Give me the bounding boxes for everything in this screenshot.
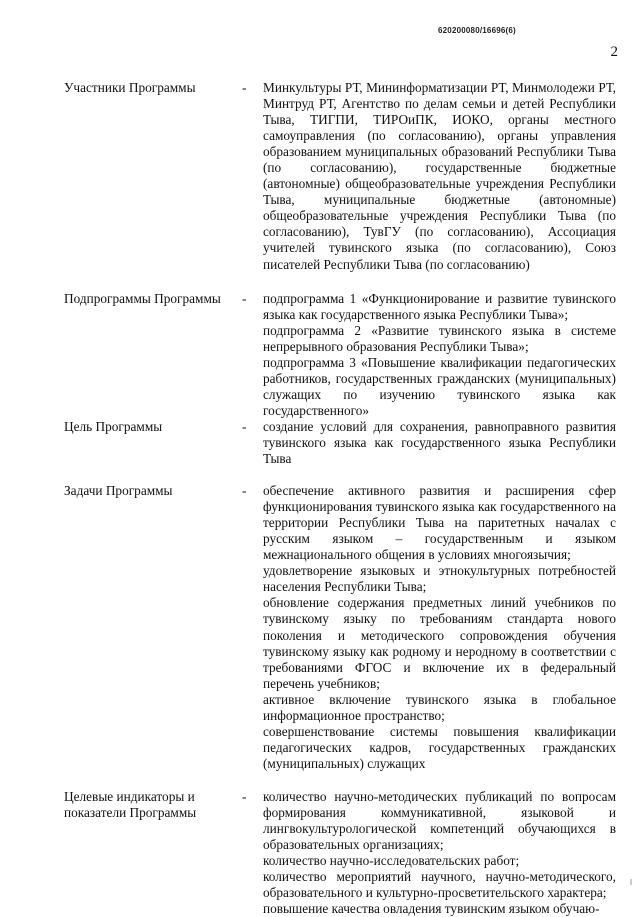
row-label: Подпрограммы Программы [64, 290, 221, 306]
paragraph: подпрограмма 2 «Развитие тувинского языка в системе непрерывного образования Республики Тыва»; [263, 322, 616, 354]
paragraph: подпрограмма 3 «Повышение квалификации педагогических работников, государственных гражданских (муниципальных) служащих по изучению тувинского языка как государственного» [263, 354, 616, 418]
program-passport-table [64, 80, 616, 917]
row-dash: - [242, 418, 247, 434]
paragraph: количество мероприятий научного, научно-методического, образовательного и культурно-просветительского характера; [263, 869, 616, 901]
scan-artifact [630, 879, 632, 885]
paragraph: количество научно-методических публикаций по вопросам формирования коммуникативной, языковой и лингвокультурологической компетенций обучающихся в образовательных организациях; [263, 788, 616, 853]
paragraph: активное включение тувинского языка в глобальное информационное пространство; [263, 691, 616, 723]
row-goal [64, 419, 616, 467]
row-content [263, 291, 616, 419]
row-content [263, 419, 616, 467]
paragraph: совершенствование системы повышения квалификации педагогических кадров, государственных гражданских (муниципальных) служащих [263, 723, 616, 771]
row-tasks [64, 483, 616, 772]
paragraph: Минкультуры РТ, Мининформатизации РТ, Минмолодежи РТ, Минтруд РТ, Агентство по делам семьи и детей Республики Тыва, ТИГПИ, ТИРОиПК, ИОКО, органы местного самоуправления (по согласованию), органы управления образованием муниципальных образований Республики Тыва (по согласованию), государственные бюджетные (автономные) общеобразовательные учреждения Республики Тыва, муниципальные бюджетные (автономные) общеобразовательные учреждения Республики Тыва (по согласованию), ТувГУ (по согласованию), Ассоциация учителей тувинского языка (по согласованию), Союз писателей Республики Тыва (по согласованию) [263, 80, 616, 272]
paragraph: удовлетворение языковых и этнокультурных потребностей населения Республики Тыва; [263, 563, 616, 595]
row-participants [64, 80, 616, 273]
row-dash: - [242, 80, 247, 95]
row-label: Целевые индикаторы и показатели Программы [64, 788, 197, 820]
paragraph: обеспечение активного развития и расширения сфер функционирования тувинского языка как государственного на территории Республики Тыва на паритетных началах с русским языком – государственным и языком межнационального общения в условиях многоязычия; [263, 483, 616, 563]
paragraph: подпрограмма 1 «Функционирование и развитие тувинского языка как государственного языка Республики Тыва»; [263, 290, 616, 322]
row-label: Участники Программы [64, 80, 196, 95]
row-content [263, 789, 616, 917]
row-indicators [64, 789, 616, 917]
row-subprograms [64, 291, 616, 419]
row-content [263, 483, 616, 772]
page-number: 2 [610, 44, 618, 60]
row-dash: - [242, 290, 247, 306]
row-label: Цель Программы [64, 418, 163, 434]
row-label: Задачи Программы [64, 483, 173, 499]
row-dash: - [242, 788, 247, 804]
row-dash: - [242, 483, 247, 499]
paragraph: обновление содержания предметных линий учебников по тувинскому языку по требованиям стандарта нового поколения и методического сопровождения обучения тувинскому языку как родному и неродному в соответствии с требованиями ФГОС и включение их в федеральный перечень учебников; [263, 595, 616, 691]
row-content [263, 80, 616, 273]
paragraph: количество научно-исследовательских работ; [263, 853, 520, 869]
document-registration-code: 620200080/16696(6) [438, 26, 516, 35]
paragraph: создание условий для сохранения, равноправного развития тувинского языка как государственного языка Республики Тыва [263, 418, 616, 467]
paragraph: повышение качества овладения тувинским языком обучаю- [263, 901, 600, 917]
